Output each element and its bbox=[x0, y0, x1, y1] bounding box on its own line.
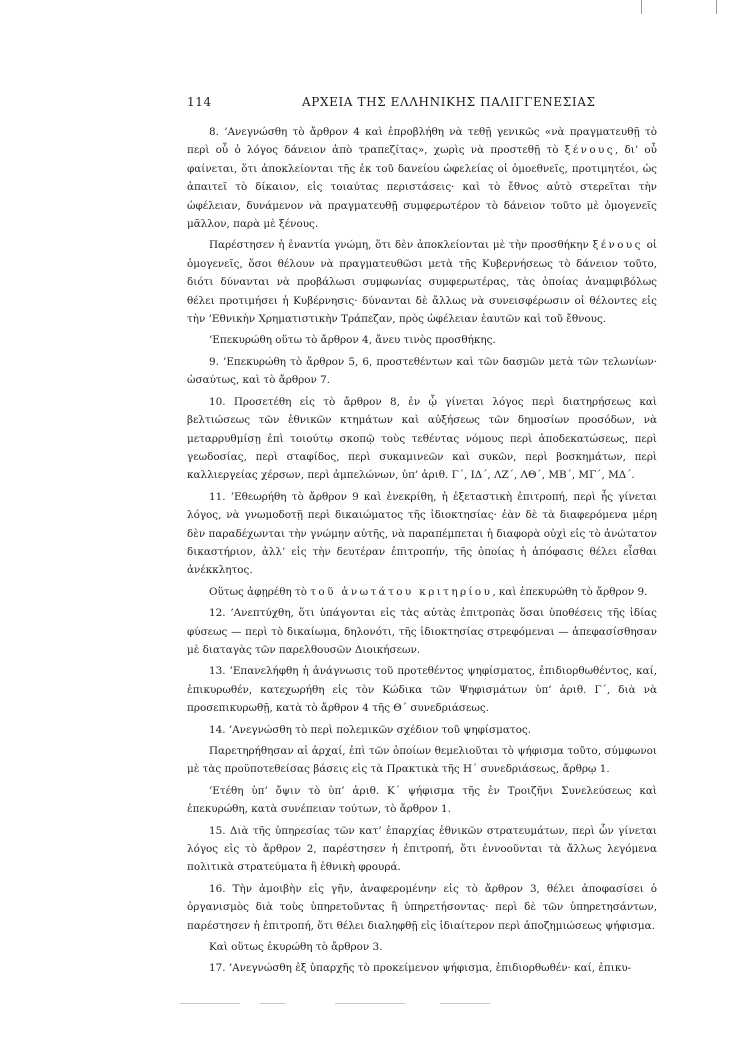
paragraph bbox=[187, 662, 657, 717]
text-run: Παρετηρήθησαν αἱ ἀρχαί, ἐπὶ τῶν ὁποίων θεμελιοῦται τὸ ψήφισμα τοῦτο, σύμφωνοι μὲ τὰς προϋποτεθείσας βάσεις εἰς τὰ Πρακτικὰ τῆς Η΄ συνεδριάσεως, ἄρθρῳ 1. bbox=[187, 745, 657, 776]
text-run: 14. ’Ανεγνώσθη τὸ περὶ πολεμικῶν σχέδιον τοῦ ψηφίσματος. bbox=[209, 723, 531, 736]
spaced-emphasis: ξένους bbox=[592, 239, 643, 252]
text-run: 12. ’Ανεπτύχθη, ὅτι ὑπάγονται εἰς τὰς αὐτὰς ἐπιτροπὰς ὅσαι ὑποθέσεις τῆς ἰδίας φύσεως — περὶ τὸ δικαίωμα, δηλονότι, τῆς ἰδιοκτησίας στρεφόμεναι — ἀπεφασίσθησαν μὲ διαταγὰς τῶν παρελθουσῶν Διοικήσεων. bbox=[187, 607, 657, 656]
paragraph bbox=[187, 236, 657, 328]
text-run: 11. ’Εθεωρήθη τὸ ἄρθρον 9 καὶ ἐνεκρίθη, ἡ ἐξεταστικὴ ἐπιτροπή, περὶ ἧς γίνεται λόγος, νὰ γνωμοδοτῇ περὶ δικαιώματος τῆς ἰδιοκτησίας· ἐὰν δὲ τὰ διαφερόμενα μέρη δὲν παραδέχωνται τὴν γνώμην αὐτῆς, νὰ παραπέμπεται ἡ διαφορὰ οὐχὶ εἰς τὸ ἀνώτατον δικαστήριον, ἀλλ’ εἰς τὴν δευτέραν ἐπιτροπήν, τῆς ὁποίας ἡ ἀπόφασις θέλει εἶσθαι ἀνέκκλητος. bbox=[187, 490, 657, 577]
text-run: Παρέστησεν ἡ ἐναντία γνώμη, ὅτι δὲν ἀποκλείονται μὲ τὴν προσθήκην bbox=[209, 239, 593, 252]
text-run: , δι’ οὗ φαίνεται, ὅτι ἀποκλείονται τῆς ἐκ τοῦ δανείου ὠφελείας οἱ ὁμοεθνεῖς, προτιμητέοι, ὡς ἀπαιτεῖ τὸ δίκαιον, εἰς τοιαύτας περιστάσεις· καὶ τὸ ἔθνος αὐτὸ στερεῖται τὴν ὠφέλειαν, δυνάμενον νὰ πραγματευθῇ συμφερωτέρον τὸ δάνειον τοῦτο μὲ ὁμογενεῖς μᾶλλον, παρὰ μὲ ξένους. bbox=[187, 144, 657, 231]
text-run: 13. ’Επανελήφθη ἡ ἀνάγνωσις τοῦ προτεθέντος ψηφίσματος, ἐπιδιορθωθέντος, καί, ἐπικυρωθέν, κατεχωρήθη εἰς τὸν Κώδικα τῶν Ψηφισμάτων ὑπ’ ἀριθ. Γ΄, διὰ νὰ προσεπικυρωθῇ, κατὰ τὸ ἄρθρον 4 τῆς Θ΄ συνεδριάσεως. bbox=[187, 665, 657, 715]
paragraph bbox=[187, 488, 657, 580]
text-run: ’Ετέθη ὑπ’ ὄψιν τὸ ὑπ’ ἀριθ. Κ΄ ψήφισμα τῆς ἐν Τροιζῆνι Συνελεύσεως καὶ ἐπεκυρώθη, κατὰ συνέπειαν τούτων, τὸ ἄρθρον 1. bbox=[187, 784, 657, 816]
paragraph bbox=[187, 604, 657, 659]
text-run: 16. Τὴν ἀμοιβὴν εἰς γῆν, ἀναφερομένην εἰς τὸ ἄρθρον 3, θέλει ἀποφασίσει ὁ ὀργανισμὸς διὰ τοὺς ὑπηρετοῦντας ἢ ὑπηρετήσοντας· περὶ δὲ τῶν ὑπηρετησάντων, παρέστησεν ἡ ἐπιτροπή, ὅτι θέλει διαληφθῇ εἰς ἰδιαίτερον περὶ ἀποζημιώσεως ψήφισμα. bbox=[187, 882, 657, 932]
scan-edge-mark bbox=[716, 0, 717, 14]
text-run: 9. ’Επεκυρώθη τὸ ἄρθρον 5, 6, προστεθέντων καὶ τῶν δασμῶν μετὰ τῶν τελωνίων· ὡσαύτως, καὶ τὸ ἄρθρον 7. bbox=[187, 355, 657, 387]
text-run: Καὶ οὕτως ἐκυρώθη τὸ ἄρθρον 3. bbox=[209, 941, 383, 954]
scan-noise-line bbox=[260, 1003, 286, 1004]
paragraph bbox=[187, 123, 657, 233]
paragraph bbox=[187, 880, 657, 935]
page-number: 114 bbox=[187, 95, 212, 109]
paragraph bbox=[187, 583, 657, 601]
paragraph bbox=[187, 782, 657, 819]
body-text bbox=[187, 123, 657, 981]
paragraph bbox=[187, 822, 657, 877]
spaced-emphasis: ξένους bbox=[564, 144, 615, 157]
scan-noise-line bbox=[440, 1003, 490, 1004]
paragraph bbox=[187, 959, 657, 977]
text-run: 17. ’Ανεγνώσθη ἐξ ὑπαρχῆς τὸ προκείμενον ψήφισμα, ἐπιδιορθωθέν· καί, ἐπικυ- bbox=[209, 962, 632, 975]
text-run: οἱ ὁμογενεῖς, ὅσοι θέλουν νὰ πραγματευθῶσι μετὰ τῆς Κυβερνήσεως τὸ δάνειον τοῦτο, διότι δύνανται νὰ προβάλωσι συμφωνίας συμφερωτέρας, τὰς ὁποίας ἀναμφιβόλως θέλει προτιμήσει ἡ Κυβέρνησις· δύνανται δὲ ἄλλως νὰ συνεισφέρωσιν οἱ θέλοντες εἰς τὴν ’Εθνικὴν Χρηματιστικὴν Τράπεζαν, πρὸς ὠφέλειαν ἑαυτῶν καὶ τοῦ ἔθνους. bbox=[187, 239, 657, 326]
scan-edge-mark bbox=[641, 0, 642, 14]
paragraph bbox=[187, 742, 657, 779]
running-title: ΑΡΧΕΙΑ ΤΗΣ ΕΛΛΗΝΙΚΗΣ ΠΑΛΙΓΓΕΝΕΣΙΑΣ bbox=[302, 95, 596, 109]
spaced-emphasis: τοῦ ἀνωτάτου κριτηρίου bbox=[310, 585, 493, 598]
text-run: , καὶ ἐπεκυρώθη τὸ ἄρθρον 9. bbox=[492, 585, 648, 598]
text-run: ’Επεκυρώθη οὕτω τὸ ἄρθρον 4, ἄνευ τινὸς προσθήκης. bbox=[209, 334, 496, 347]
text-run: 15. Διὰ τῆς ὑπηρεσίας τῶν κατ’ ἐπαρχίας ἐθνικῶν στρατευμάτων, περὶ ὧν γίνεται λόγος εἰς τὸ ἄρθρον 2, παρέστησεν ἡ ἐπιτροπή, ὅτι ἐννοοῦνται τὰ ἄλλως λεγόμενα πολιτικὰ στρατεύματα ἢ ἐθνικὴ φρουρά. bbox=[187, 824, 657, 874]
scan-noise-line bbox=[180, 1003, 240, 1004]
scan-noise-line bbox=[335, 1003, 405, 1004]
paragraph bbox=[187, 393, 657, 485]
paragraph bbox=[187, 353, 657, 390]
text-run: 8. ’Ανεγνώσθη τὸ ἄρθρον 4 καὶ ἐπροβλήθη νὰ τεθῇ γενικῶς «νὰ πραγματευθῇ τὸ περὶ οὗ ὁ λόγος δάνειον ἀπὸ τραπεζίτας», χωρὶς νὰ προστεθῇ τὸ bbox=[187, 126, 657, 157]
paragraph bbox=[187, 721, 657, 739]
paragraph bbox=[187, 938, 657, 956]
text-run: Οὕτως ἀφῃρέθη τὸ bbox=[209, 585, 311, 598]
paragraph bbox=[187, 331, 657, 349]
text-run: 10. Προσετέθη εἰς τὸ ἄρθρον 8, ἐν ᾧ γίνεται λόγος περὶ διατηρήσεως καὶ βελτιώσεως τῶν ἐθνικῶν κτημάτων καὶ αὐξήσεως τῶν δημοσίων προσόδων, νὰ μεταρρυθμίσῃ ἐπὶ τοιούτῳ σκοπῷ τοὺς τεθέντας νόμους περὶ ἀποδεκατώσεως, περὶ γεωδοσίας, περὶ σταφίδος, περὶ συκαμινεῶν καὶ συκῶν, περὶ βοσκημάτων, περὶ καλλιεργείας χέρσων, περὶ ἀμπελώνων, ὑπ’ ἀριθ. Γ΄, ΙΔ΄, ΛΖ΄, ΛΘ΄, ΜΒ΄, ΜΓ΄, ΜΔ΄. bbox=[187, 395, 657, 482]
